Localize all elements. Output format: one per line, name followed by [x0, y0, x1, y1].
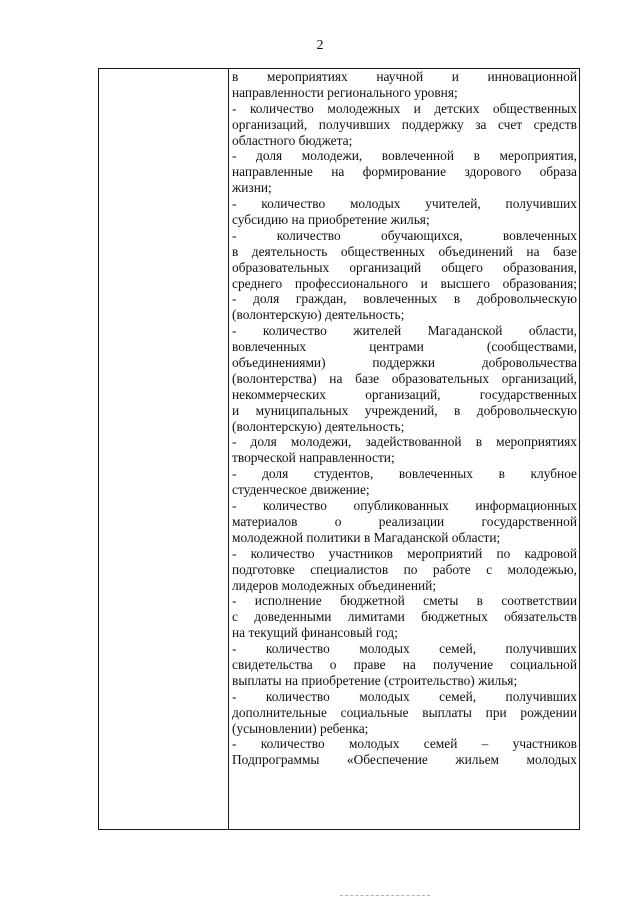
text-line: субсидию на приобретение жилья;	[232, 212, 430, 228]
table-cell-right	[229, 69, 580, 830]
text-line: материалов о реализации государственной	[232, 513, 577, 529]
text-line: Подпрограммы «Обеспечение жильем молодых	[232, 752, 577, 768]
text-line: среднего профессионального и высшего образования;	[232, 275, 577, 291]
text-line: в деятельность общественных объединений на базе	[232, 243, 577, 259]
text-line: - доля молодежи, задействованной в мероприятиях	[232, 434, 577, 450]
text-line: творческой направленности;	[232, 450, 395, 466]
text-line: направленности регионального уровня;	[232, 84, 458, 100]
text-line: - количество молодых семей, получивших	[232, 688, 577, 704]
text-line: жизни;	[232, 180, 272, 196]
text-line: - количество участников мероприятий по кадровой	[232, 545, 577, 561]
text-line: свидетельства о праве на получение социальной	[232, 656, 577, 672]
text-line: на текущий финансовый год;	[232, 625, 398, 641]
text-line: выплаты на приобретение (строительство) жилья;	[232, 672, 518, 688]
text-line: дополнительные социальные выплаты при рождении	[232, 704, 577, 720]
text-line: - количество жителей Магаданской области,	[232, 323, 577, 339]
text-line: направленные на формирование здорового образа	[232, 164, 577, 180]
text-line: - количество молодых семей – участников	[232, 736, 577, 752]
text-line: (усыновлении) ребенка;	[232, 720, 369, 736]
table-row	[99, 69, 580, 830]
text-line: в мероприятиях научной и инновационной	[232, 69, 577, 84]
text-line: молодежной политики в Магаданской области;	[232, 529, 501, 545]
text-line: подготовке специалистов по работе с молодежью,	[232, 561, 577, 577]
text-line: студенческое движение;	[232, 482, 370, 498]
page-number: 2	[316, 38, 324, 53]
text-line: - доля студентов, вовлеченных в клубное	[232, 466, 577, 482]
indicator-list	[232, 69, 577, 768]
text-line: - количество молодежных и детских общественных	[232, 100, 577, 116]
text-line: вовлеченных центрами (сообществами,	[232, 339, 577, 355]
text-line: лидеров молодежных объединений;	[232, 577, 437, 593]
text-line: - доля граждан, вовлеченных в добровольческую	[232, 291, 577, 307]
text-line: организаций, получивших поддержку за счет средств	[232, 116, 577, 132]
text-line: - количество обучающихся, вовлеченных	[232, 227, 577, 243]
text-line: - доля молодежи, вовлеченной в мероприятия,	[232, 148, 577, 164]
text-line: - исполнение бюджетной сметы в соответствии	[232, 593, 577, 609]
text-line: - количество молодых учителей, получивших	[232, 196, 577, 212]
text-line: - количество опубликованных информационных	[232, 498, 577, 514]
text-line: с доведенными лимитами бюджетных обязательств	[232, 609, 577, 625]
text-line: (волонтерства) на базе образовательных организаций,	[232, 370, 577, 386]
text-line: (волонтерскую) деятельность;	[232, 307, 405, 323]
footer-rule	[340, 895, 430, 896]
text-line: объединениями) поддержки добровольчества	[232, 355, 577, 371]
text-line: некоммерческих организаций, государственных	[232, 386, 577, 402]
text-line: - количество молодых семей, получивших	[232, 641, 577, 657]
indicators-table	[98, 68, 580, 830]
text-line: образовательных организаций общего образования,	[232, 259, 577, 275]
text-line: (волонтерскую) деятельность;	[232, 418, 405, 434]
text-line: и муниципальных учреждений, в добровольческую	[232, 402, 577, 418]
table-cell-left	[99, 69, 229, 830]
text-line: областного бюджета;	[232, 132, 353, 148]
